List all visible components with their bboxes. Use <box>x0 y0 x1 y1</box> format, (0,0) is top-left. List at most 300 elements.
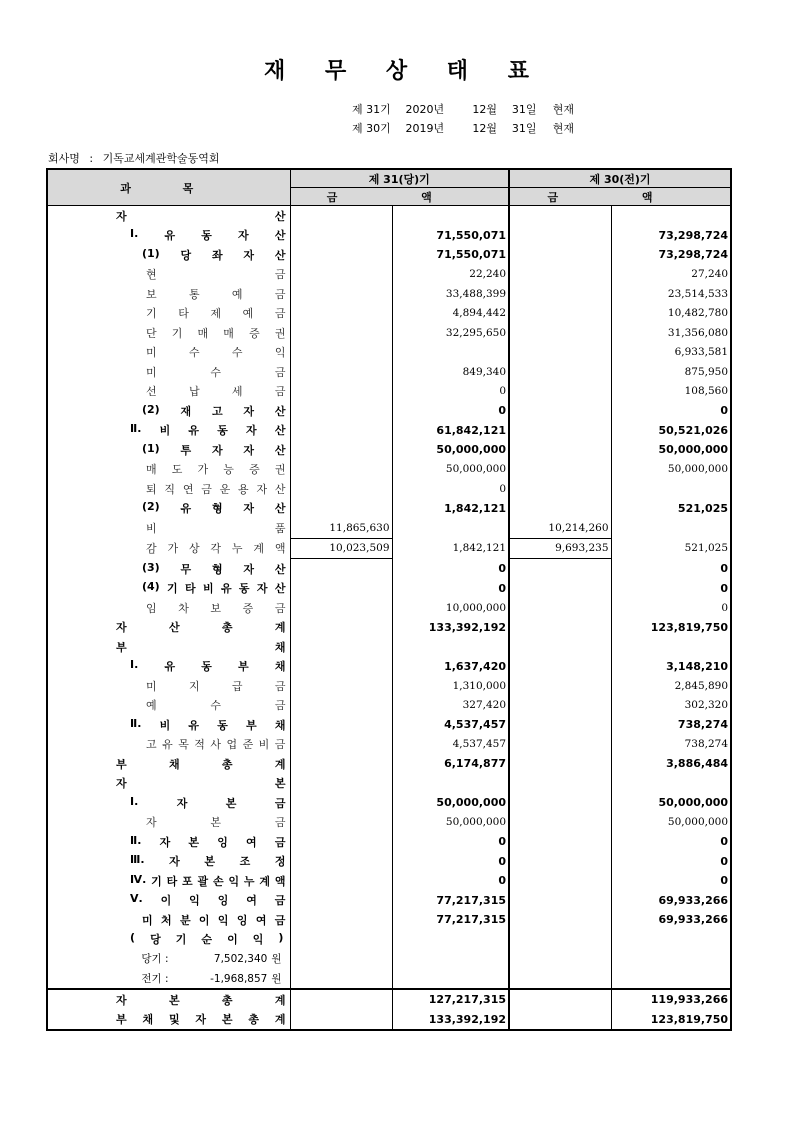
period-day: 31일 <box>511 103 537 116</box>
row-label: 미 처 분 이 익 잉 여 금 <box>142 913 286 927</box>
row-item <box>47 559 290 579</box>
amount-c4: 50,000,000 <box>611 813 731 833</box>
amount-c1 <box>290 852 392 872</box>
amount-c4: 6,933,581 <box>611 343 731 363</box>
net-income-row <box>47 949 731 969</box>
amount-c3 <box>509 949 611 969</box>
row-label: 단 기 매 매 증 권 <box>146 326 286 340</box>
row-label: Ⅰ. 유 동 부 채 <box>130 658 286 674</box>
row-item <box>47 479 290 499</box>
row-item <box>47 284 290 304</box>
amount-c2 <box>392 518 509 538</box>
table-row <box>47 696 731 716</box>
row-item <box>47 676 290 696</box>
amount-c1 <box>290 969 392 990</box>
table-row <box>47 284 731 304</box>
row-label: (3) 무 형 자 산 <box>142 560 286 576</box>
table-row <box>47 657 731 677</box>
amount-c2: 1,637,420 <box>392 657 509 677</box>
row-label: 자 본 <box>116 777 286 791</box>
table-row <box>47 518 731 538</box>
amount-c3 <box>509 930 611 950</box>
amount-c1 <box>290 598 392 618</box>
total-item <box>47 989 290 1010</box>
amount-c3 <box>509 265 611 285</box>
row-item <box>47 618 290 638</box>
amount-c3 <box>509 460 611 480</box>
amount-c4: 0 <box>611 401 731 421</box>
row-label: 자 산 총 계 <box>116 621 286 635</box>
table-row <box>47 559 731 579</box>
company-line <box>48 150 220 166</box>
amount-c1 <box>290 696 392 716</box>
amount-c3 <box>509 323 611 343</box>
row-label: (2) 재 고 자 산 <box>142 402 286 418</box>
net-income-item <box>47 949 290 969</box>
table-row <box>47 382 731 402</box>
amount-c1 <box>290 440 392 460</box>
row-label: 부 채 및 자 본 총 계 <box>116 1013 286 1027</box>
amount-c1 <box>290 774 392 794</box>
row-item <box>47 440 290 460</box>
table-row <box>47 598 731 618</box>
period-year: 2020년 <box>405 103 445 116</box>
period-previous <box>352 120 574 139</box>
row-label: 매 도 가 능 증 권 <box>146 463 286 477</box>
amount-c1 <box>290 891 392 911</box>
table-row <box>47 774 731 794</box>
amount-c2: 0 <box>392 832 509 852</box>
amount-c4: 521,025 <box>611 499 731 519</box>
amount-c1 <box>290 559 392 579</box>
amount-c3 <box>509 657 611 677</box>
row-item <box>47 518 290 538</box>
amount-c2: 0 <box>392 579 509 599</box>
period-current <box>352 101 574 120</box>
row-item <box>47 401 290 421</box>
row-label: Ⅱ. 비 유 동 부 채 <box>130 716 286 732</box>
amount-c3 <box>509 382 611 402</box>
row-item <box>47 930 290 950</box>
amount-c1 <box>290 793 392 813</box>
amount-c3 <box>509 637 611 657</box>
amount-c3 <box>509 754 611 774</box>
amount-c2: 133,392,192 <box>392 618 509 638</box>
table-row <box>47 715 731 735</box>
row-label: 미 수 금 <box>146 365 286 379</box>
amount-c1 <box>290 735 392 755</box>
total-row <box>47 1010 731 1031</box>
row-item <box>47 657 290 677</box>
company-label: 회사명 <box>48 152 80 165</box>
amount-c4: 0 <box>611 871 731 891</box>
row-label: Ⅱ. 자 본 잉 여 금 <box>130 833 286 849</box>
table-row <box>47 265 731 285</box>
amount-c3 <box>509 715 611 735</box>
company-separator: : <box>89 152 94 165</box>
amount-c2: 6,174,877 <box>392 754 509 774</box>
amount-c1 <box>290 930 392 950</box>
amount-c3 <box>509 304 611 324</box>
document-title: 재 무 상 태 표 <box>264 59 545 84</box>
amount-c4: 108,560 <box>611 382 731 402</box>
row-item <box>47 793 290 813</box>
amount-c3 <box>509 774 611 794</box>
net-income-key: 전기 : <box>141 972 169 985</box>
amount-c4: 119,933,266 <box>611 989 731 1010</box>
table-row <box>47 910 731 930</box>
row-label: 부 채 총 계 <box>116 757 286 771</box>
amount-c4 <box>611 930 731 950</box>
amount-c4: 50,000,000 <box>611 440 731 460</box>
amount-c3 <box>509 206 611 226</box>
amount-c3 <box>509 676 611 696</box>
amount-c3: 9,693,235 <box>509 538 611 559</box>
amount-c1 <box>290 382 392 402</box>
amount-c3 <box>509 891 611 911</box>
table-row <box>47 618 731 638</box>
row-label: Ⅱ. 비 유 동 자 산 <box>130 422 286 438</box>
amount-c1 <box>290 421 392 441</box>
row-label: 퇴 직 연 금 운 용 자 산 <box>146 482 286 496</box>
amount-c4: 23,514,533 <box>611 284 731 304</box>
row-item <box>47 832 290 852</box>
amount-c3 <box>509 499 611 519</box>
table-row <box>47 637 731 657</box>
table-row <box>47 206 731 226</box>
amount-c4: 0 <box>611 852 731 872</box>
amount-c4: 738,274 <box>611 735 731 755</box>
amount-c3 <box>509 852 611 872</box>
row-item <box>47 499 290 519</box>
table-row <box>47 832 731 852</box>
row-label: 감 가 상 각 누 계 액 <box>146 542 286 556</box>
amount-c2 <box>392 969 509 990</box>
row-item <box>47 579 290 599</box>
amount-c1 <box>290 362 392 382</box>
row-item <box>47 813 290 833</box>
amount-c2: 0 <box>392 852 509 872</box>
row-label: 보 통 예 금 <box>146 287 286 301</box>
row-label: 예 수 금 <box>146 699 286 713</box>
amount-c4: 69,933,266 <box>611 910 731 930</box>
amount-c1 <box>290 479 392 499</box>
amount-c1 <box>290 715 392 735</box>
amount-c4 <box>611 206 731 226</box>
amount-c4: 50,000,000 <box>611 793 731 813</box>
table-row <box>47 245 731 265</box>
table-row <box>47 538 731 559</box>
amount-c2: 50,000,000 <box>392 440 509 460</box>
row-item <box>47 265 290 285</box>
amount-c4 <box>611 969 731 990</box>
amount-c4: 73,298,724 <box>611 226 731 246</box>
amount-c3 <box>509 598 611 618</box>
net-income-item <box>47 969 290 990</box>
amount-c3 <box>509 343 611 363</box>
period-term: 제 30기 <box>352 122 391 135</box>
amount-c2 <box>392 637 509 657</box>
amount-c1 <box>290 813 392 833</box>
amount-c2: 0 <box>392 401 509 421</box>
amount-c4 <box>611 637 731 657</box>
table-row <box>47 401 731 421</box>
amount-c3 <box>509 871 611 891</box>
amount-c4 <box>611 479 731 499</box>
amount-c1 <box>290 499 392 519</box>
row-label: Ⅴ. 이 익 잉 여 금 <box>130 892 286 908</box>
amount-c1 <box>290 226 392 246</box>
row-label: 미 수 수 익 <box>146 346 286 360</box>
amount-c1 <box>290 989 392 1010</box>
amount-c1 <box>290 949 392 969</box>
amount-c1 <box>290 284 392 304</box>
table-row <box>47 676 731 696</box>
row-label: 현 금 <box>146 268 286 282</box>
amount-c3 <box>509 479 611 499</box>
amount-c1 <box>290 343 392 363</box>
table-row <box>47 793 731 813</box>
header-previous-amount: 금 액 <box>509 188 731 206</box>
amount-c4: 0 <box>611 559 731 579</box>
row-item <box>47 460 290 480</box>
amount-c2: 1,842,121 <box>392 538 509 559</box>
amount-c3 <box>509 440 611 460</box>
amount-c1 <box>290 265 392 285</box>
amount-c3 <box>509 793 611 813</box>
table-row <box>47 460 731 480</box>
amount-c2: 0 <box>392 871 509 891</box>
amount-c2: 50,000,000 <box>392 460 509 480</box>
net-income-unit: 원 <box>271 972 282 985</box>
row-item <box>47 226 290 246</box>
amount-c2: 33,488,399 <box>392 284 509 304</box>
table-row <box>47 735 731 755</box>
row-item <box>47 754 290 774</box>
amount-c4: 0 <box>611 579 731 599</box>
amount-c1 <box>290 754 392 774</box>
period-month: 12월 <box>472 103 497 116</box>
amount-c3 <box>509 989 611 1010</box>
amount-c3 <box>509 969 611 990</box>
amount-c3: 10,214,260 <box>509 518 611 538</box>
amount-c3 <box>509 696 611 716</box>
period-month: 12월 <box>472 122 497 135</box>
row-label: Ⅲ. 자 본 조 정 <box>130 853 286 869</box>
table-body <box>47 206 731 1031</box>
row-item <box>47 871 290 891</box>
amount-c3 <box>509 618 611 638</box>
amount-c4: 10,482,780 <box>611 304 731 324</box>
table-row <box>47 499 731 519</box>
amount-c1 <box>290 910 392 930</box>
net-income-row <box>47 969 731 990</box>
table-row <box>47 304 731 324</box>
table-row <box>47 852 731 872</box>
amount-c2: 22,240 <box>392 265 509 285</box>
row-item <box>47 206 290 226</box>
table-row <box>47 226 731 246</box>
row-item <box>47 382 290 402</box>
company-name: 기독교세계관학술동역회 <box>102 152 220 165</box>
row-label: 자 본 금 <box>146 816 286 830</box>
table-row <box>47 440 731 460</box>
amount-c2: 133,392,192 <box>392 1010 509 1031</box>
row-item <box>47 910 290 930</box>
amount-c2: 4,894,442 <box>392 304 509 324</box>
amount-c2: 327,420 <box>392 696 509 716</box>
amount-c2: 0 <box>392 479 509 499</box>
amount-c4: 2,845,890 <box>611 676 731 696</box>
amount-c3 <box>509 245 611 265</box>
amount-c4: 50,521,026 <box>611 421 731 441</box>
amount-c2: 77,217,315 <box>392 910 509 930</box>
amount-c3 <box>509 735 611 755</box>
amount-c2: 1,310,000 <box>392 676 509 696</box>
amount-c2: 71,550,071 <box>392 226 509 246</box>
row-label: 자 산 <box>116 209 286 223</box>
amount-c2: 0 <box>392 382 509 402</box>
table-row <box>47 871 731 891</box>
row-label: (1) 당 좌 자 산 <box>142 246 286 262</box>
amount-c2: 4,537,457 <box>392 735 509 755</box>
amount-c2: 849,340 <box>392 362 509 382</box>
amount-c1 <box>290 323 392 343</box>
table-row <box>47 343 731 363</box>
amount-c4: 123,819,750 <box>611 1010 731 1031</box>
header-current-period: 제 31(당)기 <box>290 169 509 188</box>
row-item <box>47 637 290 657</box>
row-label: 선 납 세 금 <box>146 385 286 399</box>
row-label: (1) 투 자 자 산 <box>142 441 286 457</box>
row-item <box>47 538 290 559</box>
row-label: Ⅰ. 자 본 금 <box>130 794 286 810</box>
balance-sheet-table <box>46 168 732 1031</box>
amount-c1: 10,023,509 <box>290 538 392 559</box>
row-label: 미 지 급 금 <box>146 679 286 693</box>
table-row <box>47 479 731 499</box>
period-year: 2019년 <box>405 122 445 135</box>
amount-c2 <box>392 930 509 950</box>
amount-c3 <box>509 832 611 852</box>
total-item <box>47 1010 290 1031</box>
row-label: 자 본 총 계 <box>116 993 286 1007</box>
amount-c4: 31,356,080 <box>611 323 731 343</box>
table-row <box>47 579 731 599</box>
amount-c2: 1,842,121 <box>392 499 509 519</box>
amount-c2: 77,217,315 <box>392 891 509 911</box>
amount-c1 <box>290 637 392 657</box>
amount-c2: 10,000,000 <box>392 598 509 618</box>
net-income-unit: 원 <box>271 953 282 966</box>
period-day: 31일 <box>511 122 537 135</box>
amount-c1: 11,865,630 <box>290 518 392 538</box>
amount-c1 <box>290 871 392 891</box>
amount-c4: 738,274 <box>611 715 731 735</box>
amount-c1 <box>290 245 392 265</box>
amount-c2: 0 <box>392 559 509 579</box>
amount-c2: 127,217,315 <box>392 989 509 1010</box>
row-item <box>47 245 290 265</box>
amount-c1 <box>290 618 392 638</box>
row-label: 부 채 <box>116 640 286 654</box>
row-item <box>47 304 290 324</box>
net-income-value: 7,502,340 <box>213 953 268 966</box>
amount-c4 <box>611 949 731 969</box>
row-item <box>47 715 290 735</box>
amount-c2: 50,000,000 <box>392 813 509 833</box>
amount-c2: 32,295,650 <box>392 323 509 343</box>
amount-c4: 69,933,266 <box>611 891 731 911</box>
row-item <box>47 598 290 618</box>
amount-c2: 61,842,121 <box>392 421 509 441</box>
row-item <box>47 362 290 382</box>
amount-c4: 73,298,724 <box>611 245 731 265</box>
header-previous-period: 제 30(전)기 <box>509 169 731 188</box>
amount-c3 <box>509 401 611 421</box>
header-item: 과 목 <box>47 169 290 206</box>
net-income-value: -1,968,857 <box>210 972 268 985</box>
row-label: ( 당 기 순 이 익 ) <box>130 931 284 947</box>
row-label: (2) 유 형 자 산 <box>142 500 286 516</box>
net-income-key: 당기 : <box>141 953 169 966</box>
total-row <box>47 989 731 1010</box>
period-header <box>352 101 574 139</box>
amount-c1 <box>290 676 392 696</box>
amount-c1 <box>290 657 392 677</box>
period-term: 제 31기 <box>352 103 391 116</box>
amount-c2 <box>392 343 509 363</box>
period-status: 현재 <box>552 103 574 116</box>
amount-c4: 0 <box>611 598 731 618</box>
row-item <box>47 323 290 343</box>
row-label: 기 타 제 예 금 <box>146 307 286 321</box>
table-row <box>47 891 731 911</box>
amount-c3 <box>509 910 611 930</box>
row-label: 비 품 <box>146 522 286 535</box>
amount-c4: 521,025 <box>611 538 731 559</box>
amount-c2 <box>392 949 509 969</box>
table-row <box>47 421 731 441</box>
amount-c4: 27,240 <box>611 265 731 285</box>
row-item <box>47 696 290 716</box>
amount-c1 <box>290 206 392 226</box>
amount-c1 <box>290 460 392 480</box>
row-item <box>47 735 290 755</box>
amount-c3 <box>509 421 611 441</box>
table-row <box>47 362 731 382</box>
row-item <box>47 891 290 911</box>
amount-c4: 3,148,210 <box>611 657 731 677</box>
row-label: 임 차 보 증 금 <box>146 601 286 615</box>
amount-c2 <box>392 774 509 794</box>
period-status: 현재 <box>552 122 574 135</box>
amount-c2: 71,550,071 <box>392 245 509 265</box>
amount-c1 <box>290 579 392 599</box>
amount-c3 <box>509 362 611 382</box>
amount-c2 <box>392 206 509 226</box>
amount-c1 <box>290 401 392 421</box>
table-row <box>47 754 731 774</box>
amount-c3 <box>509 226 611 246</box>
amount-c2: 4,537,457 <box>392 715 509 735</box>
amount-c4: 50,000,000 <box>611 460 731 480</box>
amount-c3 <box>509 284 611 304</box>
table-row <box>47 813 731 833</box>
row-item <box>47 774 290 794</box>
row-label: Ⅰ. 유 동 자 산 <box>130 227 286 243</box>
amount-c1 <box>290 832 392 852</box>
